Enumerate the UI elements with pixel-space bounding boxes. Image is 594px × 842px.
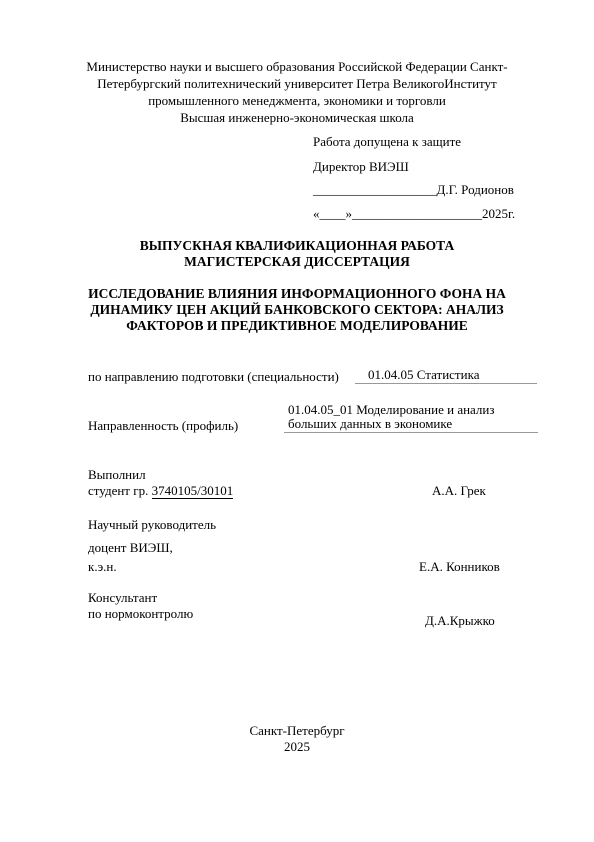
thesis-topic <box>40 286 554 334</box>
direction-value: 01.04.05 Статистика <box>355 367 537 384</box>
consultant-label-1: Консультант <box>88 590 158 605</box>
supervisor-degree: к.э.н. <box>88 559 117 574</box>
approval-admitted: Работа допущена к защите <box>313 134 462 149</box>
header-line-3: промышленного менеджмента, экономики и торговли <box>148 93 446 108</box>
profile-value-line-2: больших данных в экономике <box>284 416 538 433</box>
consultant-name: Д.А.Крыжко <box>425 613 495 628</box>
profile-label: Направленность (профиль) <box>88 418 239 433</box>
direction-label: по направлению подготовки (специальности) <box>88 369 339 384</box>
footer-year: 2025 <box>284 739 310 754</box>
author-group-prefix: студент гр. <box>88 483 152 498</box>
header-line-1: Министерство науки и высшего образования Российской Федерации Санкт- <box>86 59 508 74</box>
supervisor-label: Научный руководитель <box>88 517 217 532</box>
approval-date-line: «____»____________________2025г. <box>313 206 516 221</box>
header-line-2: Петербургский политехнический университет Петра ВеликогоИнститут <box>97 76 497 91</box>
approval-signature-line: ___________________Д.Г. Родионов <box>313 182 514 197</box>
topic-line-2: ДИНАМИКУ ЦЕН АКЦИЙ БАНКОВСКОГО СЕКТОРА: АНАЛИЗ <box>90 302 504 317</box>
author-group-number: 3740105/30101 <box>151 483 234 498</box>
approval-director: Директор ВИЭШ <box>313 159 409 174</box>
topic-line-1: ИССЛЕДОВАНИЕ ВЛИЯНИЯ ИНФОРМАЦИОННОГО ФОНА НА <box>88 286 506 301</box>
supervisor-position: доцент ВИЭШ, <box>88 540 173 555</box>
consultant-label-2: по нормоконтролю <box>88 606 194 621</box>
supervisor-name: Е.А. Конников <box>419 559 500 574</box>
author-group-line <box>88 483 233 499</box>
profile-value-line-1: 01.04.05_01 Моделирование и анализ <box>288 402 495 417</box>
work-type-title <box>40 238 554 270</box>
work-type-line-2: МАГИСТЕРСКАЯ ДИССЕРТАЦИЯ <box>184 254 410 269</box>
header-line-4: Высшая инженерно-экономическая школа <box>180 110 414 125</box>
work-type-line-1: ВЫПУСКНАЯ КВАЛИФИКАЦИОННАЯ РАБОТА <box>139 238 455 253</box>
footer-city: Санкт-Петербург <box>249 723 345 738</box>
author-name: А.А. Грек <box>432 483 486 498</box>
ministry-header <box>40 58 554 126</box>
topic-line-3: ФАКТОРОВ И ПРЕДИКТИВНОЕ МОДЕЛИРОВАНИЕ <box>126 318 468 333</box>
author-label: Выполнил <box>88 467 146 482</box>
